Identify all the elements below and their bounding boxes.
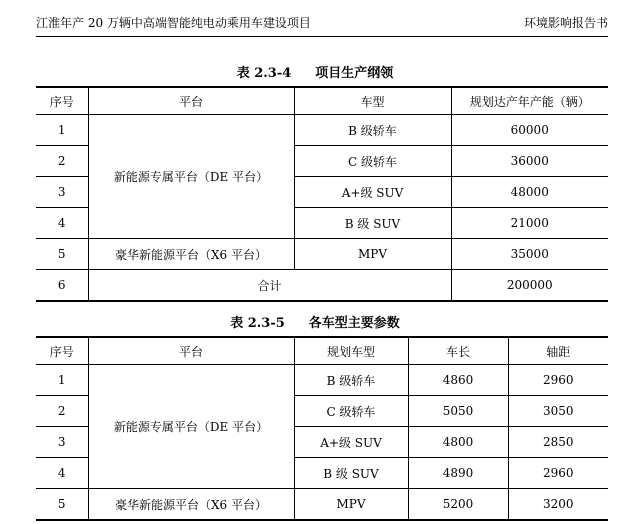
vehicle-model: A+级 SUV [294, 427, 408, 458]
table-row [36, 239, 608, 270]
table2-number: 表 2.3-5 [230, 316, 285, 331]
production-capacity-table [36, 86, 608, 302]
column-header: 平台 [88, 87, 294, 115]
vehicle-model: B 级轿车 [294, 365, 408, 396]
total-value: 200000 [451, 270, 608, 302]
length-value: 4890 [408, 458, 508, 489]
table-header-row [36, 337, 608, 365]
length-value: 5050 [408, 396, 508, 427]
row-number: 6 [36, 270, 88, 302]
length-value: 4860 [408, 365, 508, 396]
table-row [36, 115, 608, 146]
project-title: 江淮年产 20 万辆中高端智能纯电动乘用车建设项目 [36, 16, 311, 30]
capacity-value: 48000 [451, 177, 608, 208]
column-header: 轴距 [508, 337, 608, 365]
total-label: 合计 [88, 270, 451, 302]
table-row [36, 489, 608, 521]
column-header: 序号 [36, 87, 88, 115]
row-number: 5 [36, 239, 88, 270]
table1-caption [0, 62, 630, 81]
column-header: 车型 [294, 87, 451, 115]
vehicle-model: B 级轿车 [294, 115, 451, 146]
header-rule [36, 36, 608, 37]
row-number: 1 [36, 115, 88, 146]
vehicle-model: A+级 SUV [294, 177, 451, 208]
platform-cell: 新能源专属平台（DE 平台） [88, 365, 294, 489]
row-number: 3 [36, 427, 88, 458]
total-row [36, 270, 608, 302]
column-header: 车长 [408, 337, 508, 365]
vehicle-model: B 级 SUV [294, 208, 451, 239]
column-header: 规划达产年产能（辆） [451, 87, 608, 115]
row-number: 2 [36, 146, 88, 177]
length-value: 4800 [408, 427, 508, 458]
row-number: 5 [36, 489, 88, 521]
platform-cell: 豪华新能源平台（X6 平台） [88, 489, 294, 521]
capacity-value: 35000 [451, 239, 608, 270]
wheelbase-value: 3200 [508, 489, 608, 521]
table1-number: 表 2.3-4 [236, 66, 292, 81]
wheelbase-value: 3050 [508, 396, 608, 427]
capacity-value: 60000 [451, 115, 608, 146]
platform-cell: 豪华新能源平台（X6 平台） [88, 239, 294, 270]
vehicle-parameters-table [36, 336, 608, 521]
vehicle-model: C 级轿车 [294, 396, 408, 427]
table-header-row [36, 87, 608, 115]
table2-title: 各车型主要参数 [308, 316, 400, 331]
wheelbase-value: 2960 [508, 365, 608, 396]
wheelbase-value: 2960 [508, 458, 608, 489]
row-number: 4 [36, 458, 88, 489]
column-header: 规划车型 [294, 337, 408, 365]
table2-caption [0, 312, 630, 331]
vehicle-model: C 级轿车 [294, 146, 451, 177]
column-header: 序号 [36, 337, 88, 365]
document-type: 环境影响报告书 [523, 16, 608, 30]
length-value: 5200 [408, 489, 508, 521]
row-number: 2 [36, 396, 88, 427]
table1-title: 项目生产纲领 [315, 66, 394, 81]
vehicle-model: MPV [294, 489, 408, 521]
row-number: 3 [36, 177, 88, 208]
table-row [36, 365, 608, 396]
capacity-value: 36000 [451, 146, 608, 177]
platform-cell: 新能源专属平台（DE 平台） [88, 115, 294, 239]
page-header [36, 12, 608, 34]
capacity-value: 21000 [451, 208, 608, 239]
column-header: 平台 [88, 337, 294, 365]
row-number: 4 [36, 208, 88, 239]
row-number: 1 [36, 365, 88, 396]
vehicle-model: MPV [294, 239, 451, 270]
vehicle-model: B 级 SUV [294, 458, 408, 489]
wheelbase-value: 2850 [508, 427, 608, 458]
